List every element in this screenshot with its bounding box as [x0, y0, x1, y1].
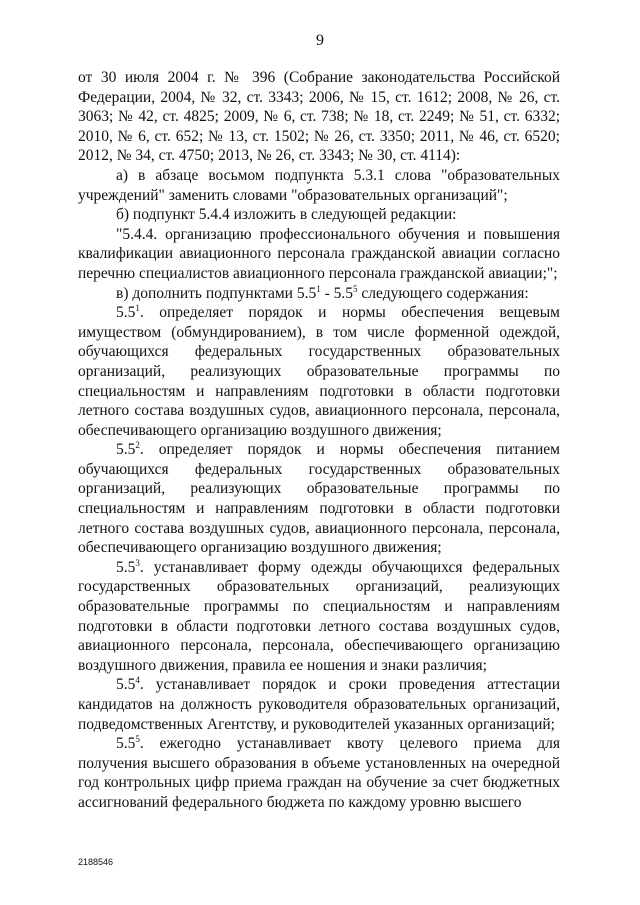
item-number: 5.5: [116, 558, 136, 576]
superscript: 1: [135, 302, 140, 313]
item-number: 5.5: [116, 441, 136, 459]
item-text: . определяет порядок и нормы обеспечения питанием обучающихся федеральных государственных образовательных организаций, реализующих образовательные программы по специальностям и направлениям подготовки в области подготовки летного состава воздушных судов, авиационного персонала, персонала, обеспечивающего организацию воздушного движения;: [78, 441, 560, 557]
paragraph-c-text-3: следующего содержания:: [357, 284, 529, 302]
paragraph-citation: от 30 июля 2004 г. № 396 (Собрание законодательства Российской Федерации, 2004, № 32, ст. 3343; 2006, № 15, ст. 1612; 2008, № 26, ст. 3063; № 42, ст. 4825; 2009, № 6, ст. 738; № 18, ст. 2249; № 51, ст. 6332; 2010, № 6, ст. 652; № 13, ст. 1502; № 26, ст. 3350; 2011, № 46, ст. 6520; 2012, № 34, ст. 4750; 2013, № 26, ст. 3343; № 30, ст. 4114):: [78, 69, 560, 165]
item-number: 5.5: [116, 304, 136, 322]
item-5-5-5: [78, 734, 560, 812]
paragraph-c-text-2: - 5.5: [320, 284, 354, 302]
page-number: 9: [316, 32, 324, 49]
item-5-5-3: [78, 558, 560, 676]
item-5-5-2: [78, 440, 560, 558]
paragraph-a: а) в абзаце восьмом подпункта 5.3.1 слова "образовательных учреждений" заменить словами "образовательных организаций";: [78, 166, 560, 204]
item-5-5-4: [78, 675, 560, 734]
paragraph-b: б) подпункт 5.4.4 изложить в следующей редакции:: [116, 206, 457, 224]
paragraph-c: [78, 284, 560, 304]
item-text: . устанавливает форму одежды обучающихся федеральных государственных образовательных организаций, реализующих образовательные программы по специальностям и направлениям подготовки в области подготовки летного состава воздушных судов, авиационного персонала, персонала, обеспечивающего организацию воздушного движения, правила ее ношения и знаки различия;: [78, 558, 560, 674]
item-5-5-1: [78, 303, 560, 440]
paragraph-c-text-1: в) дополнить подпунктами 5.5: [116, 284, 317, 302]
superscript: 4: [135, 675, 140, 686]
item-number: 5.5: [116, 735, 136, 753]
superscript: 5: [353, 283, 358, 294]
document-code: 2188546: [78, 857, 114, 867]
item-text: . ежегодно устанавливает квоту целевого приема для получения высшего образования в объеме установленных на очередной год контрольных цифр приема граждан на обучение за счет бюджетных ассигнований федерального бюджета по каждому уровню высшего: [78, 735, 560, 811]
document-body: [78, 68, 560, 813]
superscript: 1: [316, 283, 321, 294]
superscript: 3: [135, 557, 140, 568]
paragraph-quote: "5.4.4. организацию профессионального обучения и повышения квалификации авиационного персонала гражданской авиации согласно перечню специалистов авиационного персонала гражданской авиации;";: [78, 225, 560, 282]
superscript: 2: [135, 440, 140, 451]
item-number: 5.5: [116, 676, 136, 694]
item-text: . устанавливает порядок и сроки проведения аттестации кандидатов на должность руководителя образовательных организаций, подведомственных Агентству, и руководителей указанных организаций;: [78, 676, 560, 733]
item-text: . определяет порядок и нормы обеспечения вещевым имуществом (обмундированием), в том числе форменной одеждой, обучающихся федеральных государственных образовательных организаций, реализующих образовательные программы по специальностям и направлениям подготовки в области подготовки летного состава воздушных судов, авиационного персонала, персонала, обеспечивающего организацию воздушного движения;: [78, 304, 560, 439]
superscript: 5: [135, 734, 140, 745]
